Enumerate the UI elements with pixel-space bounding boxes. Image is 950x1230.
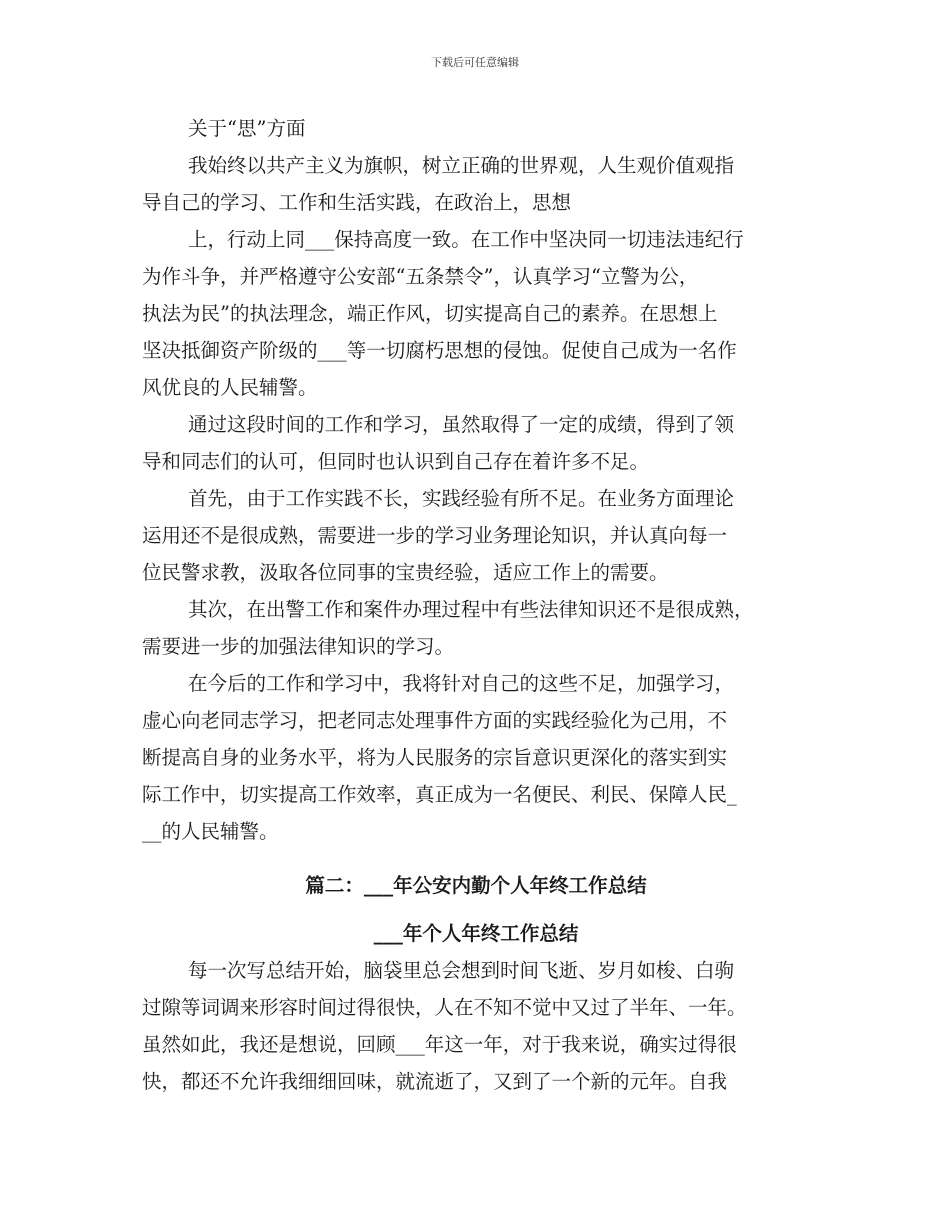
text-line: 虽然如此，我还是想说，回顾___年这一年，对于我来说，确实过得很: [142, 1033, 737, 1056]
text-line: 位民警求教，汲取各位同事的宝贵经验，适应工作上的需要。: [142, 561, 669, 584]
text-line: __的人民辅警。: [142, 820, 279, 843]
text-line: 过隙等词调来形容时间过得很快，人在不知不觉中又过了半年、一年。: [142, 996, 747, 1019]
text-line: 需要进一步的加强法律知识的学习。: [142, 635, 455, 658]
text-line: 导自己的学习、工作和生活实践，在政治上，思想: [142, 191, 572, 214]
text-line: 在今后的工作和学习中，我将针对自己的这些不足，加强学习，: [188, 672, 735, 695]
section-subheading: ___年个人年终工作总结: [373, 922, 579, 945]
text-line: 执法为民”的执法理念，端正作风，切实提高自己的素养。在思想上: [142, 302, 718, 325]
text-line: 通过这段时间的工作和学习，虽然取得了一定的成绩，得到了领: [188, 413, 735, 436]
text-line: 我始终以共产主义为旗帜，树立正确的世界观，人生观价值观指: [188, 154, 735, 177]
text-line: 为作斗争，并严格遵守公安部“五条禁令”，认真学习“立警为公，: [142, 265, 699, 288]
header-note: 下载后可任意编辑: [431, 56, 519, 69]
text-line: 每一次写总结开始，脑袋里总会想到时间飞逝、岁月如梭、白驹: [188, 959, 735, 982]
text-line: 运用还不是很成熟，需要进一步的学习业务理论知识，并认真向每一: [142, 524, 728, 547]
text-line: 虚心向老同志学习，把老同志处理事件方面的实践经验化为己用，不: [142, 709, 728, 732]
text-line: 上，行动上同___保持高度一致。在工作中坚决同一切违法违纪行: [188, 228, 744, 251]
document-body: [142, 110, 810, 1100]
text-line: 风优良的人民辅警。: [142, 376, 318, 399]
text-line: 关于“思”方面: [188, 117, 306, 140]
text-line: 坚决抵御资产阶级的___等一切腐朽思想的侵蚀。促使自己成为一名作: [142, 339, 737, 362]
text-line: 导和同志们的认可，但同时也认识到自己存在着许多不足。: [142, 450, 650, 473]
text-line: 际工作中，切实提高工作效率，真正成为一名便民、利民、保障人民_: [142, 783, 737, 806]
text-line: 断提高自身的业务水平，将为人民服务的宗旨意识更深化的落实到实: [142, 746, 728, 769]
section-heading: 篇二：___年公安内勤个人年终工作总结: [305, 874, 647, 897]
text-line: 首先，由于工作实践不长，实践经验有所不足。在业务方面理论: [188, 487, 735, 510]
text-line: 快，都还不允许我细细回味，就流逝了，又到了一个新的元年。自我: [142, 1070, 728, 1093]
text-line: 其次，在出警工作和案件办理过程中有些法律知识还不是很成熟，: [188, 598, 754, 621]
